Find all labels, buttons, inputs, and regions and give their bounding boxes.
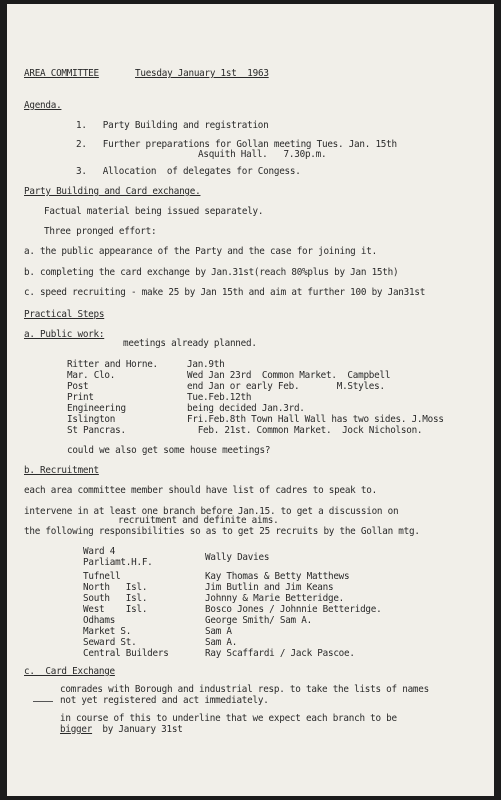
branch-name: South Isl. [83,593,148,604]
party-building-line: c. speed recruiting - make 25 by Jan 15th and aim at further 100 by Jan31st [24,287,426,298]
branch-person: Ray Scaffardi / Jack Pascoe. [205,648,355,659]
meeting-detail: end Jan or early Feb. M.Styles. [187,381,385,392]
card-exchange-emphasis: bigger [60,724,93,735]
meeting-place: Print [67,392,94,403]
branch-person: Kay Thomas & Betty Matthews [205,571,350,582]
branch-person: Sam A. [205,637,238,648]
card-exchange-heading: c. Card Exchange [24,666,115,677]
meeting-place: Engineering [67,403,126,414]
meeting-detail: Wed Jan 23rd Common Market. Campbell [187,370,391,381]
meeting-place: Islington [67,414,116,425]
meeting-place: Mar. Clo. [67,370,116,381]
recruitment-line: recruitment and definite aims. [118,515,279,526]
party-building-line: b. completing the card exchange by Jan.31st(reach 80%plus by Jan 15th) [24,267,399,278]
meeting-detail: Feb. 21st. Common Market. Jock Nicholson. [187,425,423,436]
agenda-item-1: 1. Party Building and registration [76,120,269,131]
meeting-detail: being decided Jan.3rd. [187,403,305,414]
committee-title: AREA COMMITTEE [24,68,99,79]
meeting-place: Ritter and Horne. [67,359,158,370]
party-building-line: a. the public appearance of the Party and the case for joining it. [24,246,377,257]
branch-name: Parliamt.H.F. [83,557,153,568]
branch-person: George Smith/ Sam A. [205,615,312,626]
meeting-detail: Jan.9th [187,359,225,370]
recruitment-line: the following responsibilities so as to get 25 recruits by the Gollan mtg. [24,526,420,537]
card-exchange-line: in course of this to underline that we expect each branch to be [60,713,397,724]
agenda-item-2: 2. Further preparations for Gollan meeting Tues. Jan. 15th [76,139,397,150]
branch-person: Wally Davies [205,552,270,563]
house-meetings-question: could we also get some house meetings? [67,445,271,456]
branch-name: Seward St. [83,637,137,648]
meeting-detail: Tue.Feb.12th [187,392,252,403]
document-page [7,4,494,796]
margin-mark [33,701,53,702]
branch-name: Market S. [83,626,132,637]
meeting-detail: Fri.Feb.8th Town Hall Wall has two sides. J.Moss [187,414,444,425]
meeting-date: Tuesday January 1st 1963 [135,68,269,79]
card-exchange-line: by January 31st [97,724,183,735]
practical-steps-heading: Practical Steps [24,309,105,320]
party-building-heading: Party Building and Card exchange. [24,186,201,197]
public-work-heading: a. Public work: [24,329,105,340]
card-exchange-line: comrades with Borough and industrial resp. to take the lists of names [60,684,429,695]
branch-name: North Isl. [83,582,148,593]
agenda-heading: Agenda. [24,100,62,111]
agenda-item-3: 3. Allocation of delegates for Congess. [76,166,301,177]
branch-person: Bosco Jones / Johnnie Betteridge. [205,604,382,615]
recruitment-line: intervene in at least one branch before Jan.15. to get a discussion on [24,506,399,517]
card-exchange-line: not yet registered and act immediately. [60,695,269,706]
branch-person: Johnny & Marie Betteridge. [205,593,345,604]
meeting-place: St Pancras. [67,425,126,436]
branch-name: Odhams [83,615,116,626]
meeting-place: Post [67,381,89,392]
branch-person: Sam A [205,626,232,637]
branch-name: Tufnell [83,571,121,582]
branch-name: West Isl. [83,604,148,615]
branch-person: Jim Butlin and Jim Keans [205,582,334,593]
agenda-item-2-cont: Asquith Hall. 7.30p.m. [198,149,327,160]
branch-name: Ward 4 [83,546,116,557]
branch-name: Central Builders [83,648,169,659]
recruitment-line: each area committee member should have list of cadres to speak to. [24,485,377,496]
party-building-line: Three pronged effort: [44,226,157,237]
party-building-line: Factual material being issued separately. [44,206,264,217]
public-work-note: meetings already planned. [123,338,257,349]
recruitment-heading: b. Recruitment [24,465,99,476]
